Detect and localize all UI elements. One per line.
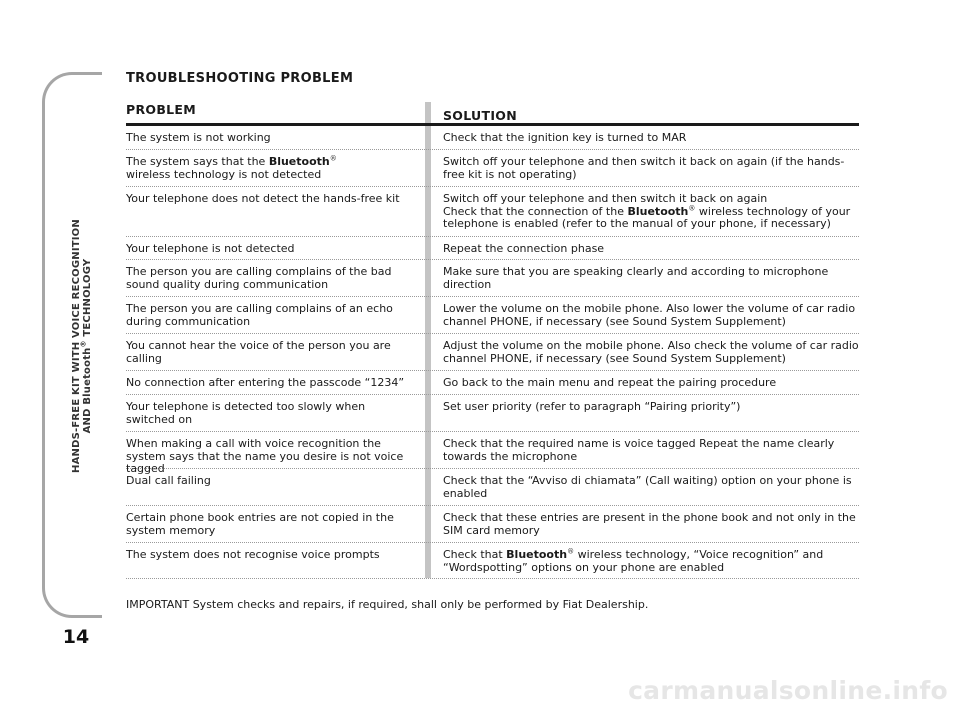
- table-row: [126, 237, 859, 260]
- problem-cell: Certain phone book entries are not copied in the system memory: [126, 511, 394, 537]
- problem-cell: The system does not recognise voice prompts: [126, 548, 380, 561]
- problem-cell: Your telephone does not detect the hands-free kit: [126, 192, 400, 205]
- sidebar-line-1: HANDS-FREE KIT WITH VOICE RECOGNITION: [71, 219, 82, 473]
- problem-cell: You cannot hear the voice of the person you are calling: [126, 339, 391, 365]
- solution-cell: Check that the ignition key is turned to MAR: [443, 131, 687, 144]
- table-row: [126, 297, 859, 334]
- problem-cell: The person you are calling complains of the bad sound quality during communication: [126, 265, 392, 291]
- table-row: [126, 126, 859, 150]
- solution-cell: Set user priority (refer to paragraph “Pairing priority”): [443, 400, 741, 413]
- solution-cell: Switch off your telephone and then switch it back on again (if the hands-free kit is not operating): [443, 155, 845, 181]
- problem-cell: The system is not working: [126, 131, 271, 144]
- watermark: carmanualsonline.info: [628, 676, 948, 705]
- solution-cell: Lower the volume on the mobile phone. Also lower the volume of car radio channel PHONE, if necessary (see Sound System Supplement): [443, 302, 856, 328]
- table-row: [126, 187, 859, 237]
- solution-column-header: SOLUTION: [443, 108, 517, 123]
- table-row: [126, 432, 859, 475]
- problem-cell: Dual call failing: [126, 474, 211, 487]
- table-row: [126, 334, 859, 371]
- problem-cell: Your telephone is not detected: [126, 242, 295, 255]
- problem-cell: The person you are calling complains of an echo during communication: [126, 302, 393, 328]
- problem-cell: Your telephone is detected too slowly when switched on: [126, 400, 366, 426]
- solution-cell: Repeat the connection phase: [443, 242, 605, 255]
- solution-cell: Go back to the main menu and repeat the pairing procedure: [443, 376, 777, 389]
- table-row: [126, 506, 859, 543]
- solution-cell: Check that Bluetooth® wireless technology, “Voice recognition” and “Wordspotting” options on your phone are enabled: [443, 547, 824, 574]
- solution-cell: Switch off your telephone and then switch it back on again Check that the connection of the Bluetooth® wireless technology of your telephone is enabled (refer to the manual of your phone, if necessary): [443, 192, 851, 230]
- important-note: IMPORTANT System checks and repairs, if required, shall only be performed by Fiat Dealership.: [126, 598, 649, 611]
- solution-cell: Adjust the volume on the mobile phone. Also check the volume of car radio channel PHONE, if necessary (see Sound System Supplement): [443, 339, 859, 365]
- problem-cell: No connection after entering the passcode “1234”: [126, 376, 405, 389]
- solution-cell: Check that the “Avviso di chiamata” (Call waiting) option on your phone is enabled: [443, 474, 852, 500]
- table-row: [126, 150, 859, 187]
- solution-cell: Check that the required name is voice tagged Repeat the name clearly towards the microphone: [443, 437, 835, 463]
- table-row: [126, 469, 859, 506]
- problem-cell: The system says that the Bluetooth® wireless technology is not detected: [126, 154, 337, 181]
- table-row: [126, 260, 859, 297]
- table-row: [126, 395, 859, 432]
- problem-cell: When making a call with voice recognition the system says that the name you desire is not voice tagged: [126, 437, 404, 475]
- table-row: [126, 371, 859, 395]
- solution-cell: Make sure that you are speaking clearly and according to microphone direction: [443, 265, 829, 291]
- problem-column-header: PROBLEM: [126, 102, 196, 117]
- sidebar-line-2: AND Bluetooth® TECHNOLOGY: [79, 258, 93, 434]
- page-title: TROUBLESHOOTING PROBLEM: [126, 71, 354, 86]
- page-number: 14: [62, 626, 90, 648]
- solution-cell: Check that these entries are present in the phone book and not only in the SIM card memory: [443, 511, 856, 537]
- table-row: [126, 543, 859, 579]
